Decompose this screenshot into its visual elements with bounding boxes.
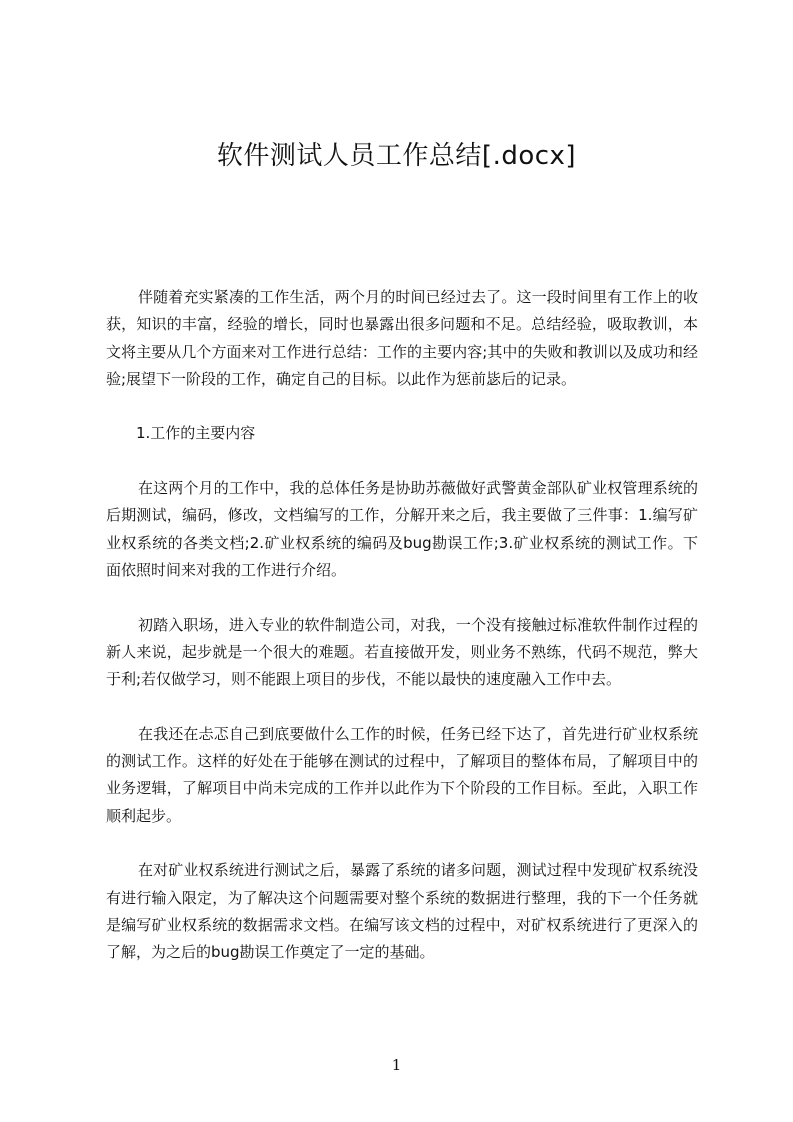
body-paragraph: 初踏入职场，进入专业的软件制造公司，对我，一个没有接触过标准软件制作过程的新人来说，起步就是一个很大的难题。若直接做开发，则业务不熟练，代码不规范，弊大于利;若仅做学习，则不能跟上项目的步伐，不能以最快的速度融入工作中去。	[106, 615, 698, 689]
page-number: 1	[391, 1056, 402, 1074]
body-paragraph: 在这两个月的工作中，我的总体任务是协助苏薇做好武警黄金部队矿业权管理系统的后期测试，编码，修改，文档编写的工作，分解开来之后，我主要做了三件事：1.编写矿业权系统的各类文档;2.矿业权系统的编码及bug勘误工作;3.矿业权系统的测试工作。下面依照时间来对我的工作进行介绍。	[106, 479, 698, 579]
body-paragraph: 在我还在忐忑自己到底要做什么工作的时候，任务已经下达了，首先进行矿业权系统的测试工作。这样的好处在于能够在测试的过程中，了解项目的整体布局，了解项目中的业务逻辑，了解项目中尚未完成的工作并以此作为下个阶段的工作目标。至此，入职工作顺利起步。	[106, 724, 698, 825]
intro-paragraph: 伴随着充实紧凑的工作生活，两个月的时间已经过去了。这一段时间里有工作上的收获，知识的丰富，经验的增长，同时也暴露出很多问题和不足。总结经验，吸取教训，本文将主要从几个方面来对工作进行总结：工作的主要内容;其中的失败和教训以及成功和经验;展望下一阶段的工作，确定自己的目标。以此作为惩前毖后的记录。	[106, 288, 698, 388]
document-body	[106, 284, 698, 994]
section-heading: 1.工作的主要内容	[136, 424, 256, 443]
document-title: 软件测试人员工作总结[.docx]	[216, 141, 577, 171]
body-paragraph: 在对矿业权系统进行测试之后，暴露了系统的诸多问题，测试过程中发现矿权系统没有进行输入限定，为了解决这个问题需要对整个系统的数据进行整理，我的下一个任务就是编写矿业权系统的数据需求文档。在编写该文档的过程中，对矿权系统进行了更深入的了解，为之后的bug勘误工作奠定了一定的基础。	[106, 861, 698, 962]
